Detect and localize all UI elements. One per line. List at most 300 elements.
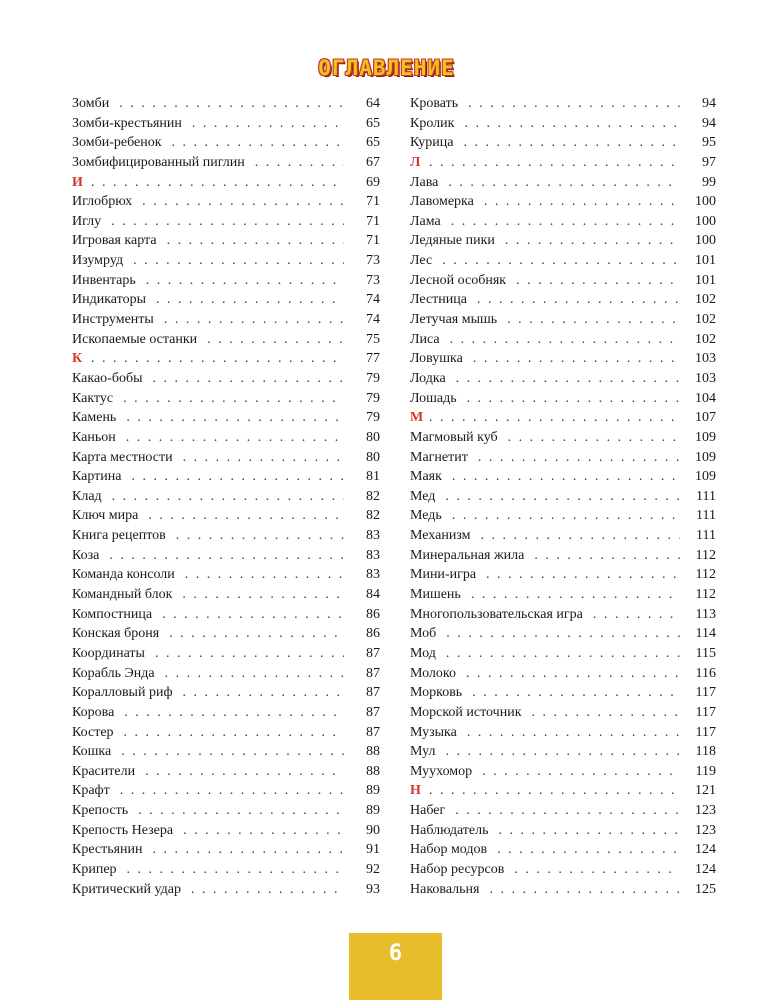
entry-page-number: 102 (695, 312, 716, 328)
dot-leader (471, 585, 680, 605)
toc-entry (72, 231, 380, 251)
entry-term: Красители (72, 763, 136, 779)
dot-leader (452, 506, 680, 526)
dot-leader (148, 506, 344, 526)
entry-term: Лодка (410, 370, 446, 386)
toc-right-column (410, 94, 716, 899)
dot-leader (185, 565, 344, 585)
dot-leader (121, 742, 344, 762)
toc-entry (72, 644, 380, 664)
entry-page-number: 74 (366, 292, 380, 308)
toc-entry (72, 428, 380, 448)
entry-page-number: 73 (366, 253, 380, 269)
entry-page-number: 125 (695, 881, 716, 897)
dot-leader (482, 762, 680, 782)
toc-entry (410, 644, 716, 664)
toc-entry (72, 94, 380, 114)
dot-leader (456, 369, 680, 389)
entry-term: Медь (410, 508, 442, 524)
entry-page-number: 87 (366, 685, 380, 701)
entry-term: Коралловый риф (72, 685, 173, 701)
entry-page-number: 117 (695, 704, 716, 720)
entry-page-number: 67 (366, 154, 380, 170)
entry-term: Лесной особняк (410, 272, 507, 288)
entry-term: Компостница (72, 606, 153, 622)
entry-page-number: 112 (695, 547, 716, 563)
entry-page-number: 114 (695, 626, 716, 642)
toc-entry (72, 369, 380, 389)
entry-page-number: 71 (366, 233, 380, 249)
entry-term: Иглобрюх (72, 194, 133, 210)
dot-leader (91, 349, 344, 369)
entry-term: Инструменты (72, 312, 154, 328)
entry-term: Зомби-крестьянин (72, 115, 182, 131)
dot-leader (468, 94, 680, 114)
dot-leader (455, 801, 680, 821)
toc-entry (410, 546, 716, 566)
toc-entry (410, 664, 716, 684)
toc-entry (410, 880, 716, 900)
entry-page-number: 123 (695, 822, 716, 838)
entry-page-number: 99 (702, 174, 716, 190)
entry-page-number: 74 (366, 312, 380, 328)
entry-term: Зомби-ребенок (72, 135, 162, 151)
entry-page-number: 112 (695, 567, 716, 583)
toc-entry (72, 114, 380, 134)
dot-leader (124, 703, 344, 723)
toc-entry (72, 467, 380, 487)
dot-leader (534, 546, 680, 566)
toc-entry (410, 310, 716, 330)
entry-term: Ископаемые останки (72, 331, 198, 347)
entry-term: Лавомерка (410, 194, 474, 210)
toc-entry (72, 330, 380, 350)
toc-entry (72, 742, 380, 762)
toc-entry (72, 153, 380, 173)
entry-term: Критический удар (72, 881, 181, 897)
dot-leader (132, 467, 345, 487)
entry-term: Лес (410, 253, 433, 269)
entry-page-number: 117 (695, 724, 716, 740)
entry-term: Лошадь (410, 390, 457, 406)
section-letter: И (72, 174, 83, 190)
dot-leader (477, 290, 680, 310)
entry-term: Корова (72, 704, 115, 720)
dot-leader (507, 310, 680, 330)
entry-page-number: 100 (695, 233, 716, 249)
entry-term: Камень (72, 410, 117, 426)
toc-entry (72, 664, 380, 684)
entry-page-number: 119 (695, 763, 716, 779)
dot-leader (532, 703, 680, 723)
dot-leader (452, 467, 680, 487)
entry-page-number: 80 (366, 429, 380, 445)
entry-term: Каньон (72, 429, 116, 445)
toc-entry (72, 860, 380, 880)
entry-term: Ключ мира (72, 508, 139, 524)
dot-leader (127, 860, 344, 880)
entry-term: Многопользовательская игра (410, 606, 583, 622)
dot-leader (119, 94, 344, 114)
section-letter: Л (410, 154, 421, 170)
dot-leader (481, 526, 681, 546)
dot-leader (165, 664, 344, 684)
entry-term: Командный блок (72, 587, 173, 603)
toc-entry (72, 487, 380, 507)
entry-term: Изумруд (72, 253, 124, 269)
entry-page-number: 86 (366, 606, 380, 622)
toc-entry (72, 801, 380, 821)
entry-page-number: 87 (366, 645, 380, 661)
entry-term: Крепость (72, 803, 129, 819)
entry-term: Ледяные пики (410, 233, 495, 249)
toc-entry (410, 389, 716, 409)
dot-leader (111, 212, 344, 232)
dot-leader (91, 173, 344, 193)
entry-term: Маяк (410, 469, 442, 485)
toc-section-letter-row (410, 408, 716, 428)
entry-term: Муухомор (410, 763, 473, 779)
entry-page-number: 79 (366, 410, 380, 426)
toc-entry (72, 546, 380, 566)
entry-term: Наблюдатель (410, 822, 489, 838)
toc-entry (72, 821, 380, 841)
entry-term: Наковальня (410, 881, 480, 897)
entry-term: Кактус (72, 390, 114, 406)
entry-term: Морковь (410, 685, 463, 701)
entry-page-number: 113 (695, 606, 716, 622)
dot-leader (183, 821, 344, 841)
toc-entry (72, 251, 380, 271)
entry-page-number: 75 (366, 331, 380, 347)
dot-leader (429, 781, 680, 801)
entry-term: Ловушка (410, 351, 463, 367)
toc-entry (72, 526, 380, 546)
dot-leader (429, 408, 680, 428)
entry-page-number: 65 (366, 115, 380, 131)
entry-page-number: 83 (366, 547, 380, 563)
entry-page-number: 102 (695, 292, 716, 308)
dot-leader (448, 173, 680, 193)
entry-page-number: 111 (696, 528, 716, 544)
dot-leader (429, 153, 680, 173)
entry-page-number: 117 (695, 685, 716, 701)
entry-term: Крафт (72, 783, 110, 799)
toc-section-letter-row (410, 153, 716, 173)
entry-page-number: 73 (366, 272, 380, 288)
entry-term: Минеральная жила (410, 547, 525, 563)
toc-entry (410, 114, 716, 134)
toc-entry (410, 506, 716, 526)
entry-term: Карта местности (72, 449, 173, 465)
toc-entry (72, 880, 380, 900)
dot-leader (112, 487, 344, 507)
toc-entry (72, 290, 380, 310)
entry-page-number: 87 (366, 724, 380, 740)
entry-page-number: 88 (366, 744, 380, 760)
entry-term: Зомби (72, 96, 110, 111)
dot-leader (451, 212, 680, 232)
toc-entry (410, 526, 716, 546)
entry-page-number: 89 (366, 803, 380, 819)
toc-entry (72, 781, 380, 801)
entry-term: Магмовый куб (410, 429, 498, 445)
entry-term: Координаты (72, 645, 145, 661)
entry-term: Клад (72, 488, 102, 504)
entry-page-number: 101 (695, 272, 716, 288)
entry-term: Коза (72, 547, 100, 563)
entry-page-number: 115 (695, 645, 716, 661)
dot-leader (450, 330, 680, 350)
dot-leader (167, 231, 344, 251)
toc-entry (72, 565, 380, 585)
entry-page-number: 109 (695, 429, 716, 445)
entry-page-number: 97 (702, 154, 716, 170)
entry-page-number: 86 (366, 626, 380, 642)
dot-leader (464, 114, 680, 134)
dot-leader (207, 330, 344, 350)
entry-page-number: 69 (366, 174, 380, 190)
entry-page-number: 89 (366, 783, 380, 799)
entry-page-number: 118 (695, 744, 716, 760)
toc-entry (72, 703, 380, 723)
entry-term: Кошка (72, 744, 112, 760)
entry-page-number: 109 (695, 449, 716, 465)
entry-term: Крестьянин (72, 842, 143, 858)
toc-entry (410, 428, 716, 448)
dot-leader (497, 840, 680, 860)
dot-leader (255, 153, 344, 173)
entry-page-number: 71 (366, 213, 380, 229)
entry-page-number: 91 (366, 842, 380, 858)
dot-leader (593, 605, 680, 625)
page-number-badge (349, 933, 442, 1000)
entry-page-number: 94 (702, 115, 716, 131)
dot-leader (445, 487, 680, 507)
dot-leader (156, 290, 344, 310)
toc-entry (72, 408, 380, 428)
toc-entry (410, 624, 716, 644)
dot-leader (153, 369, 345, 389)
entry-term: Кровать (410, 96, 459, 111)
toc-entry (410, 212, 716, 232)
dot-leader (505, 231, 680, 251)
dot-leader (126, 408, 344, 428)
entry-term: Конская броня (72, 626, 160, 642)
dot-leader (192, 114, 344, 134)
toc-entry (72, 448, 380, 468)
toc-left-column (72, 94, 380, 899)
entry-page-number: 94 (702, 96, 716, 111)
entry-term: Мишень (410, 587, 461, 603)
entry-term: Лиса (410, 331, 440, 347)
toc-entry (410, 290, 716, 310)
entry-page-number: 121 (695, 783, 716, 799)
entry-term: Лама (410, 213, 441, 229)
dot-leader (183, 448, 344, 468)
entry-page-number: 90 (366, 822, 380, 838)
entry-page-number: 104 (695, 390, 716, 406)
dot-leader (124, 723, 344, 743)
section-letter: К (72, 351, 83, 367)
toc-entry (72, 192, 380, 212)
entry-page-number: 83 (366, 567, 380, 583)
toc-entry (72, 506, 380, 526)
entry-page-number: 124 (695, 842, 716, 858)
dot-leader (499, 821, 680, 841)
dot-leader (169, 624, 344, 644)
toc-entry (410, 703, 716, 723)
dot-leader (463, 133, 680, 153)
entry-term: Крепость Незера (72, 822, 174, 838)
entry-page-number: 101 (695, 253, 716, 269)
dot-leader (467, 723, 680, 743)
entry-term: Иглу (72, 213, 102, 229)
dot-leader (445, 742, 680, 762)
dot-leader (182, 585, 344, 605)
dot-leader (153, 840, 344, 860)
dot-leader (109, 546, 344, 566)
dot-leader (133, 251, 344, 271)
entry-page-number: 116 (695, 665, 716, 681)
section-letter: Н (410, 783, 421, 799)
toc-entry (72, 723, 380, 743)
toc-entry (410, 605, 716, 625)
dot-leader (126, 428, 344, 448)
entry-term: Корабль Энда (72, 665, 155, 681)
toc-entry (72, 762, 380, 782)
entry-page-number: 88 (366, 763, 380, 779)
toc-entry (410, 467, 716, 487)
dot-leader (138, 801, 344, 821)
dot-leader (191, 880, 344, 900)
entry-page-number: 100 (695, 194, 716, 210)
toc-entry (410, 801, 716, 821)
toc-entry (410, 94, 716, 114)
entry-page-number: 79 (366, 390, 380, 406)
page-number: 6 (388, 941, 403, 966)
section-letter: М (410, 410, 424, 426)
toc-entry (72, 605, 380, 625)
dot-leader (472, 683, 680, 703)
entry-term: Мод (410, 645, 436, 661)
entry-term: Какао-бобы (72, 370, 143, 386)
dot-leader (155, 644, 344, 664)
toc-entry (72, 310, 380, 330)
toc-entry (410, 762, 716, 782)
entry-page-number: 64 (366, 96, 380, 111)
toc-entry (410, 840, 716, 860)
toc-section-letter-row (72, 173, 380, 193)
dot-leader (120, 781, 344, 801)
entry-term: Команда консоли (72, 567, 175, 583)
entry-term: Мул (410, 744, 436, 760)
toc-entry (410, 349, 716, 369)
entry-term: Набег (410, 803, 446, 819)
page-title-text: ОГЛАВЛЕНИЕ (318, 56, 455, 80)
toc-entry (410, 742, 716, 762)
entry-page-number: 81 (366, 469, 380, 485)
toc-entry (410, 448, 716, 468)
toc-entry (410, 565, 716, 585)
entry-page-number: 87 (366, 704, 380, 720)
toc-section-letter-row (72, 349, 380, 369)
dot-leader (145, 762, 344, 782)
entry-term: Мини-игра (410, 567, 477, 583)
entry-term: Кролик (410, 115, 455, 131)
toc-entry (410, 173, 716, 193)
toc-entry (72, 683, 380, 703)
entry-term: Лестница (410, 292, 467, 308)
dot-leader (486, 565, 680, 585)
entry-page-number: 103 (695, 370, 716, 386)
entry-term: Мед (410, 488, 436, 504)
toc-entry (410, 860, 716, 880)
toc-entry (410, 192, 716, 212)
entry-page-number: 112 (695, 587, 716, 603)
toc-entry (410, 585, 716, 605)
entry-term: Картина (72, 469, 122, 485)
entry-page-number: 83 (366, 528, 380, 544)
entry-page-number: 79 (366, 370, 380, 386)
dot-leader (516, 271, 680, 291)
dot-leader (442, 251, 680, 271)
dot-leader (514, 860, 680, 880)
dot-leader (146, 271, 344, 291)
entry-page-number: 107 (695, 410, 716, 426)
toc-entry (72, 212, 380, 232)
dot-leader (484, 192, 680, 212)
toc-entry (72, 271, 380, 291)
toc-entry (410, 251, 716, 271)
toc-entry (410, 271, 716, 291)
dot-leader (183, 683, 344, 703)
dot-leader (489, 880, 680, 900)
entry-page-number: 80 (366, 449, 380, 465)
entry-term: Набор ресурсов (410, 861, 505, 877)
entry-term: Лава (410, 174, 439, 190)
entry-page-number: 109 (695, 469, 716, 485)
entry-term: Магнетит (410, 449, 468, 465)
toc-entry (410, 330, 716, 350)
toc-entry (72, 585, 380, 605)
entry-term: Курица (410, 135, 454, 151)
entry-page-number: 102 (695, 331, 716, 347)
entry-term: Индикаторы (72, 292, 146, 308)
toc-entry (72, 840, 380, 860)
dot-leader (164, 310, 344, 330)
entry-page-number: 82 (366, 508, 380, 524)
entry-page-number: 84 (366, 587, 380, 603)
entry-page-number: 111 (696, 488, 716, 504)
toc-entry (410, 723, 716, 743)
entry-term: Музыка (410, 724, 457, 740)
entry-term: Механизм (410, 528, 471, 544)
entry-page-number: 92 (366, 861, 380, 877)
dot-leader (473, 349, 680, 369)
entry-page-number: 124 (695, 861, 716, 877)
toc-entry (410, 821, 716, 841)
toc-entry (410, 683, 716, 703)
entry-page-number: 93 (366, 881, 380, 897)
entry-page-number: 77 (366, 351, 380, 367)
toc-entry (410, 231, 716, 251)
page-title (0, 56, 773, 80)
dot-leader (176, 526, 344, 546)
toc-entry (410, 369, 716, 389)
dot-leader (467, 389, 680, 409)
dot-leader (508, 428, 680, 448)
